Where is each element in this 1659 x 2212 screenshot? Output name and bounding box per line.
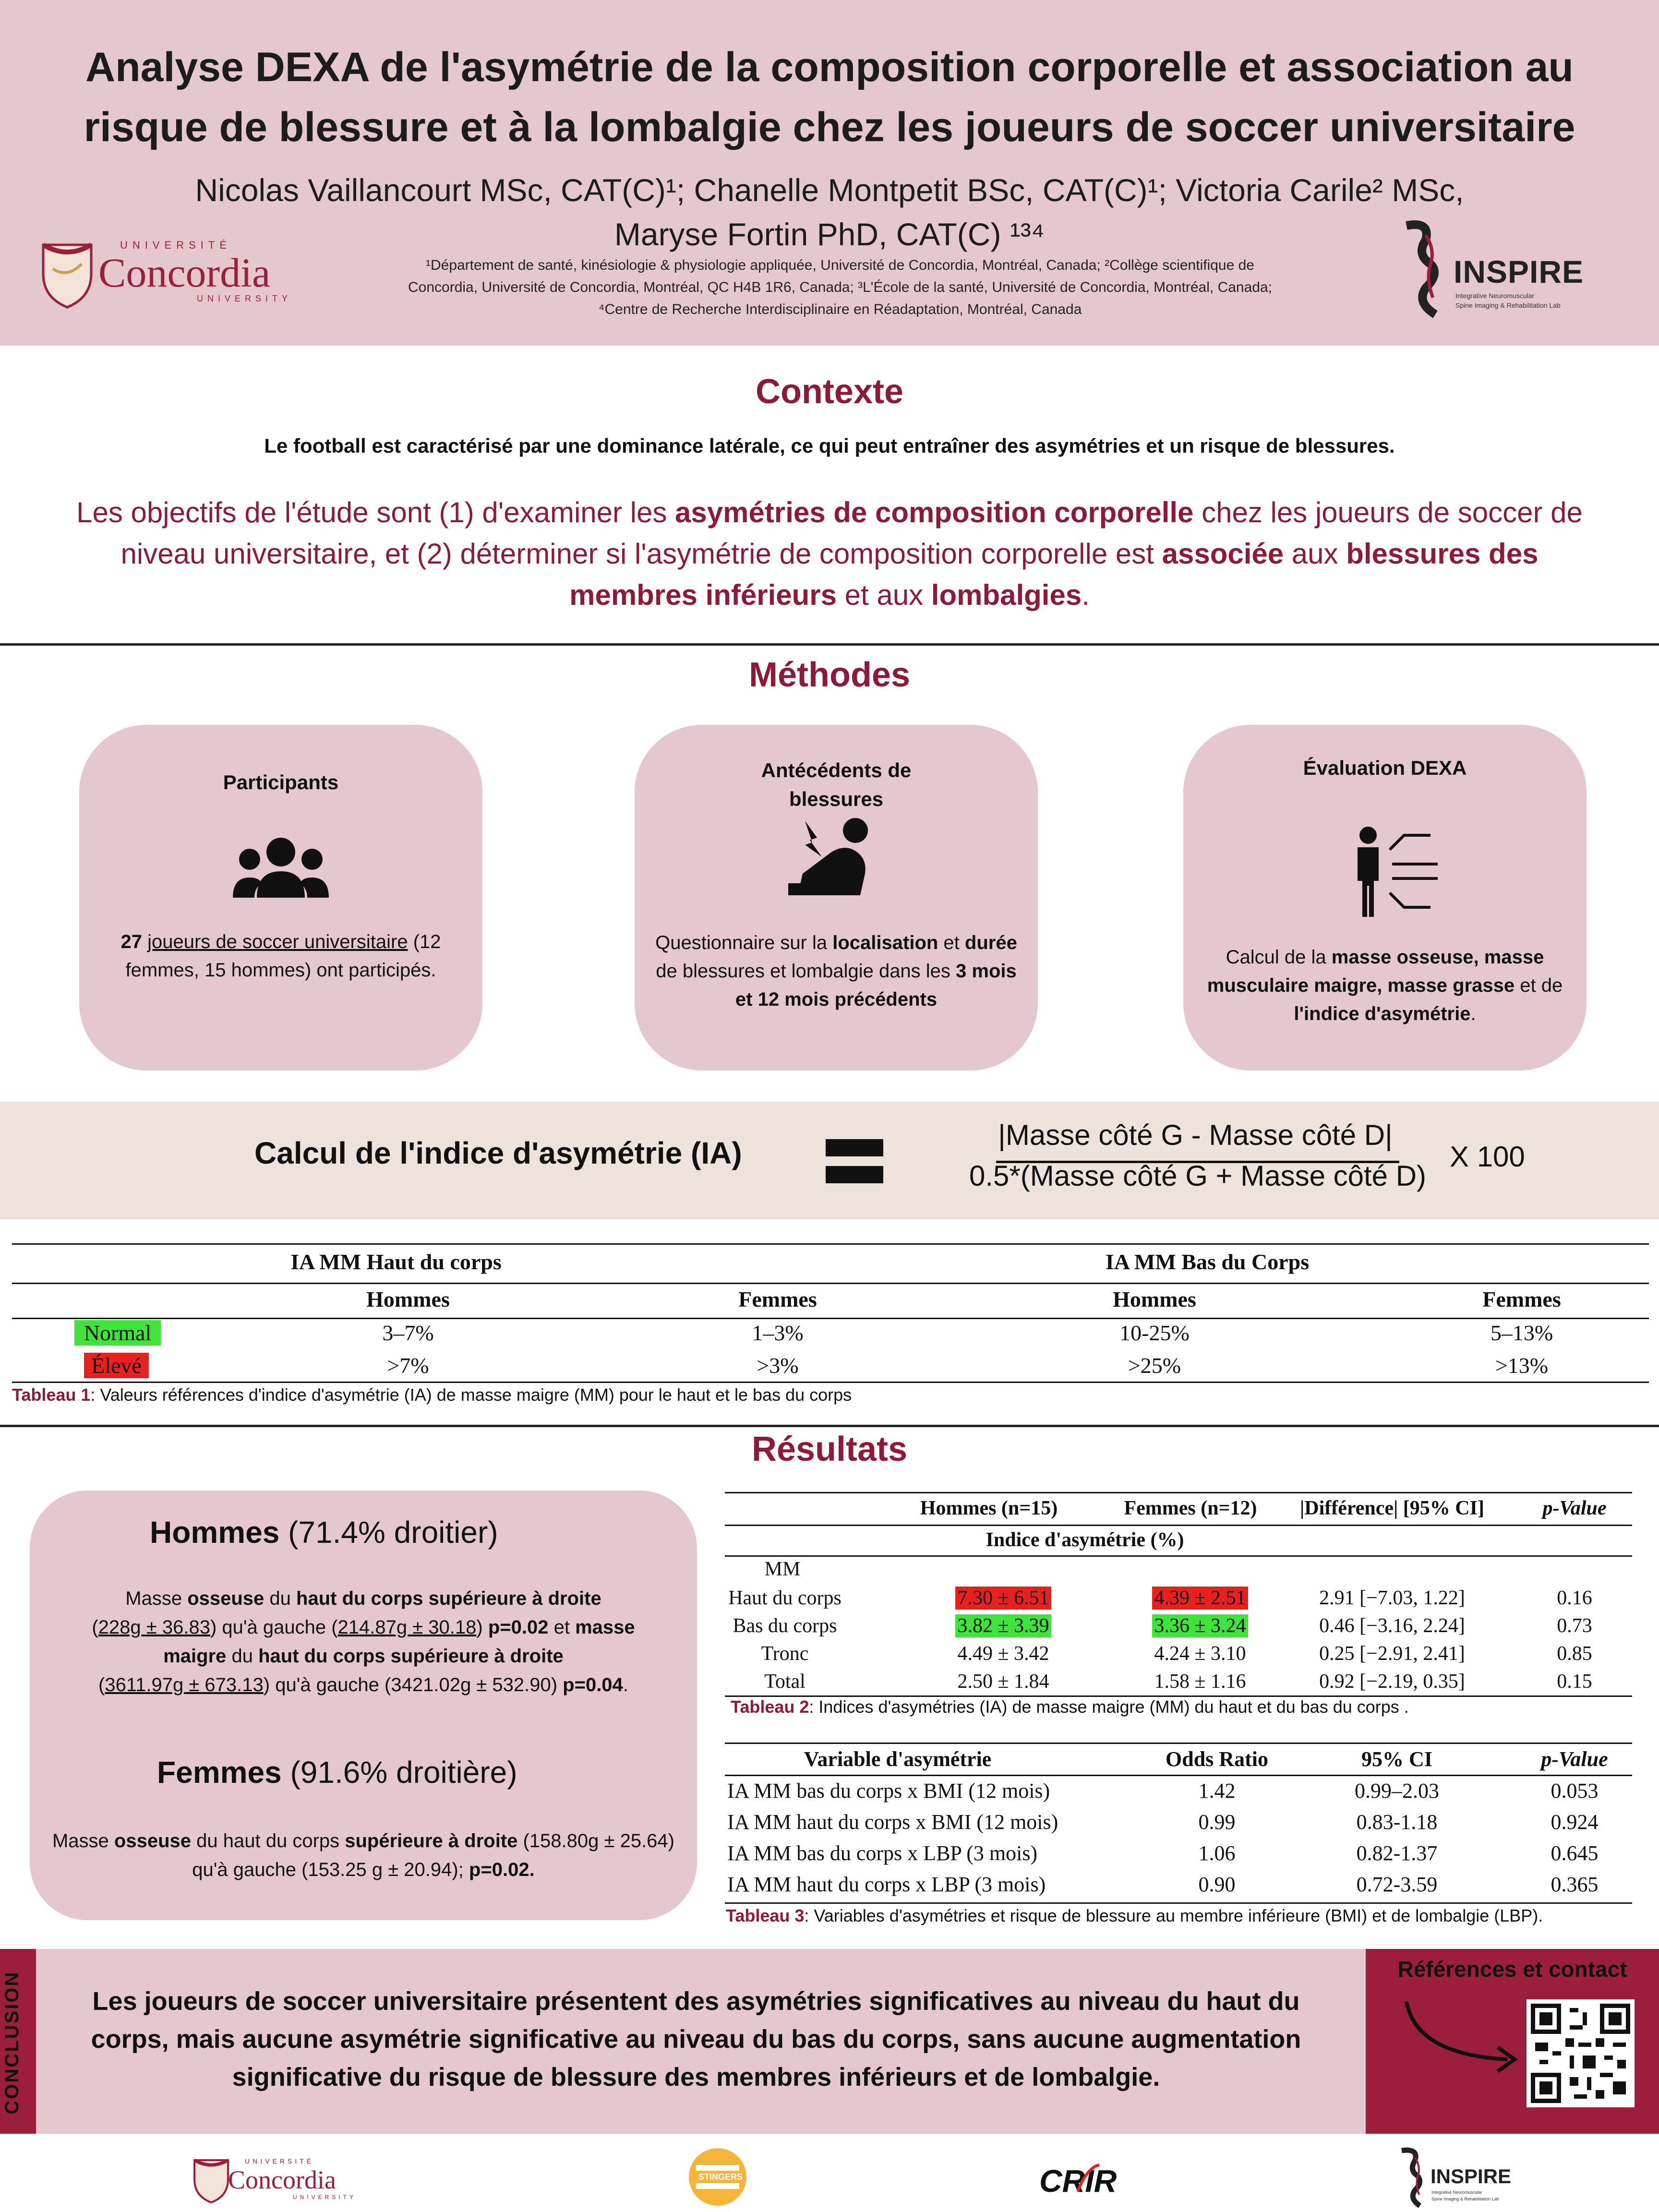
footer-stingers-logo <box>670 2146 766 2208</box>
table3-caption <box>726 1906 1543 1926</box>
res-bold: p=0.04 <box>563 1674 623 1695</box>
table-rule <box>12 1318 1649 1319</box>
caption-label: Tableau 1 <box>12 1385 91 1405</box>
femmes-label: Femmes <box>157 1755 282 1790</box>
table3-row-label: IA MM haut du corps x BMI (12 mois) <box>727 1810 1058 1834</box>
footer-concordia-text: Concordia <box>228 2165 336 2194</box>
card-antecedents-title <box>635 756 1038 814</box>
antecedents-bold: 3 mois et 12 mois précédents <box>735 961 1017 1010</box>
logo-concordia-text: Concordia <box>98 250 271 296</box>
table-cell: 0.645 <box>1551 1841 1599 1865</box>
table-cell: 3–7% <box>382 1321 434 1345</box>
res-text: ( <box>98 1674 105 1695</box>
res-text: ) <box>476 1617 488 1638</box>
obj-bold: associée <box>1162 538 1284 570</box>
table-cell: 2.91 [−7.03, 1.22] <box>1319 1587 1465 1609</box>
table-cell: 1.58 ± 1.16 <box>1154 1671 1246 1693</box>
table-cell: 3.82 ± 3.39 <box>955 1614 1051 1637</box>
footer-crir-text: CRIR <box>1039 2163 1117 2199</box>
caption-text: : Indices d'asymétries (IA) de masse maigre (MM) du haut et du bas du corps . <box>809 1697 1409 1717</box>
table-cell: >7% <box>387 1353 429 1378</box>
table-cell: 5–13% <box>1490 1321 1553 1345</box>
table-cell: 0.85 <box>1557 1643 1592 1665</box>
conclusion-line: significative du risque de blessure des membres inférieurs et de lombalgie. <box>232 2063 1160 2092</box>
table2-col-hommes: Hommes (n=15) <box>920 1497 1058 1519</box>
table3-col-odds: Odds Ratio <box>1166 1747 1268 1771</box>
card-dexa <box>1183 725 1587 1070</box>
footer-logo1-bottom: UNIVERSITY <box>293 2194 357 2200</box>
res-text: ) qu'à gauche (3421.02g ± 532.90) <box>263 1674 563 1695</box>
authors-line-1: Nicolas Vaillancourt MSc, CAT(C)¹; Chanelle Montpetit BSc, CAT(C)¹; Victoria Carile² MSc, <box>195 172 1464 208</box>
res-underline: 3611.97g ± 673.13 <box>105 1674 264 1695</box>
table2-group-mm: MM <box>764 1558 801 1580</box>
table2-row-label: Tronc <box>761 1643 809 1665</box>
obj-text: et aux <box>837 579 931 611</box>
card-participants-title: Participants <box>223 771 339 793</box>
affil-line-2: Concordia, Université de Concordia, Montréal, QC H4B 1R6, Canada; ³L'École de la santé, Université de Concordia, Montréal, Canada; <box>408 279 1272 295</box>
table2-row-label: Total <box>764 1671 805 1693</box>
femmes-pct: (91.6% droitière) <box>281 1755 517 1790</box>
inspire-logo <box>1397 216 1599 322</box>
card-participants-text <box>94 928 468 985</box>
table-cell: 1.06 <box>1198 1841 1236 1865</box>
caption-label: Tableau 3 <box>726 1906 805 1925</box>
footer-inspire-text: INSPIRE <box>1431 2165 1512 2188</box>
obj-bold: blessures des membres inférieurs <box>569 538 1539 611</box>
antecedents-text: de blessures et lombalgie dans les <box>656 961 956 982</box>
table3-col-variable: Variable d'asymétrie <box>804 1747 992 1771</box>
antecedents-bold: durée <box>964 932 1017 953</box>
table-cell: 0.053 <box>1551 1779 1599 1803</box>
table1-caption <box>12 1385 852 1405</box>
table-cell: 0.83-1.18 <box>1356 1810 1438 1834</box>
hommes-pct: (71.4% droitier) <box>279 1515 498 1550</box>
table-cell: 0.92 [−2.19, 0.35] <box>1319 1671 1465 1693</box>
inspire-logo-sub1: Integrative Neuromuscular <box>1455 292 1535 300</box>
obj-text: aux <box>1284 538 1346 570</box>
card-antecedents-title-2: blessures <box>789 788 884 810</box>
table-cell: >3% <box>757 1353 799 1378</box>
obj-bold: asymétries de composition corporelle <box>675 496 1194 529</box>
affil-line-1: ¹Département de santé, kinésiologie & physiologie appliquée, Université de Concordia, Montréal, Canada; ²Collège scientifique de <box>425 257 1254 273</box>
table-cell: 4.39 ± 2.51 <box>1152 1587 1248 1610</box>
logo-university-bottom: UNIVERSITY <box>197 294 292 303</box>
title-line-1: Analyse DEXA de l'asymétrie de la composition corporelle et association au <box>85 44 1574 90</box>
divider <box>0 643 1659 646</box>
authors-line-2: Maryse Fortin PhD, CAT(C) ¹³⁴ <box>614 216 1045 252</box>
context-lead: Le football est caractérisé par une dominance latérale, ce qui peut entraîner des asymétries et un risque de blessures. <box>264 434 1395 457</box>
table1-col-hommes-bas: Hommes <box>1113 1287 1196 1311</box>
table-rule <box>12 1243 1649 1245</box>
dexa-bold: masse osseuse, masse musculaire maigre, masse grasse <box>1207 947 1544 996</box>
participants-rest: (12 femmes, 15 hommes) ont participés. <box>125 931 441 981</box>
antecedents-text: Questionnaire sur la <box>655 932 833 953</box>
res-text: du haut du corps <box>191 1830 345 1851</box>
equals-icon <box>826 1139 883 1183</box>
table2-col-pvalue: p-Value <box>1542 1497 1607 1519</box>
table1-col-hommes-haut: Hommes <box>366 1287 450 1311</box>
obj-bold: lombalgies <box>931 579 1082 611</box>
table-rule <box>12 1283 1649 1284</box>
table2-caption <box>731 1697 1409 1717</box>
table-rule <box>725 1555 1632 1557</box>
table1-row-eleve-label: Élevé <box>84 1353 149 1378</box>
femmes-text <box>49 1827 678 1884</box>
table-cell: 0.15 <box>1557 1671 1592 1693</box>
table-cell: 0.99 <box>1198 1810 1236 1834</box>
group-icon <box>233 835 329 905</box>
dexa-text: . <box>1470 1003 1476 1024</box>
hommes-heading <box>150 1515 498 1550</box>
res-text: du <box>226 1646 259 1667</box>
section-title-methodes: Méthodes <box>748 656 911 694</box>
footer-inspire-sub1: Integrative Neuromuscular <box>1431 2190 1482 2195</box>
res-underline: 228g ± 36.83 <box>98 1617 210 1638</box>
table-cell: 0.46 [−3.16, 2.24] <box>1319 1615 1465 1637</box>
table-cell: 0.72-3.59 <box>1356 1873 1438 1896</box>
affil-line-3: ⁴Centre de Recherche Interdisciplinaire en Réadaptation, Montréal, Canada <box>598 301 1082 317</box>
footer-inspire-sub2: Spine Imaging & Rehabilitation Lab <box>1431 2197 1499 2201</box>
inspire-logo-sub2: Spine Imaging & Rehabilitation Lab <box>1455 301 1561 309</box>
section-title-contexte: Contexte <box>755 373 904 411</box>
table1-col-femmes-haut: Femmes <box>738 1287 817 1311</box>
caption-text: : Variables d'asymétries et risque de blessure au membre inférieure (BMI) et de lombalgie (LBP). <box>804 1906 1543 1925</box>
ia-formula-label: Calcul de l'indice d'asymétrie (IA) <box>254 1136 742 1170</box>
dexa-text: Calcul de la <box>1226 947 1332 968</box>
antecedents-bold: localisation <box>832 932 938 953</box>
table2-row-label: Haut du corps <box>728 1587 842 1609</box>
res-bold: haut du corps supérieure à droite <box>296 1588 601 1609</box>
inspire-logo-text: INSPIRE <box>1454 254 1584 289</box>
res-text: ( <box>92 1617 98 1638</box>
table-cell: 0.82-1.37 <box>1356 1841 1438 1865</box>
table-cell: 2.50 ± 1.84 <box>957 1671 1049 1693</box>
conclusion-text <box>58 1983 1334 2096</box>
table-cell: 10-25% <box>1119 1321 1190 1345</box>
res-text: et <box>548 1617 576 1638</box>
res-text: . <box>623 1674 628 1695</box>
table1-group-bas: IA MM Bas du Corps <box>1105 1250 1310 1274</box>
table-cell: 0.16 <box>1557 1587 1592 1609</box>
table1-col-femmes-bas: Femmes <box>1482 1287 1561 1311</box>
table-cell: 0.99–2.03 <box>1355 1779 1439 1803</box>
table-rule <box>12 1382 1649 1383</box>
table3-col-pvalue: p-Value <box>1541 1747 1608 1771</box>
table-cell: 0.365 <box>1551 1873 1599 1896</box>
res-text: du <box>264 1588 297 1609</box>
footer-inspire-logo <box>1397 2146 1531 2208</box>
logo-university-top: UNIVERSITÉ <box>120 239 232 251</box>
table2-col-diff: |Différence| [95% CI] <box>1300 1497 1484 1519</box>
table-cell: 0.25 [−2.91, 2.41] <box>1319 1643 1465 1665</box>
res-bold: masse maigre <box>163 1617 635 1667</box>
concordia-shield-icon <box>192 2155 230 2203</box>
card-dexa-text <box>1198 943 1572 1028</box>
curved-arrow-icon <box>1402 1997 1527 2076</box>
references-title: Références et contact <box>1397 1957 1627 1982</box>
table-cell: 3.36 ± 3.24 <box>1152 1614 1248 1637</box>
card-participants <box>79 725 482 1070</box>
table-cell: >13% <box>1495 1353 1549 1378</box>
footer-stingers-text: STINGERS <box>698 2172 743 2182</box>
ia-multiplier: X 100 <box>1450 1141 1525 1173</box>
table-cell: 0.90 <box>1198 1873 1236 1896</box>
conclusion-line: Les joueurs de soccer universitaire présentent des asymétries significatives au niveau du haut du <box>92 1987 1300 2016</box>
authors <box>120 168 1539 256</box>
ia-numerator: |Masse côté G - Masse côté D| <box>998 1119 1393 1151</box>
participants-count: 27 <box>120 931 142 952</box>
concordia-logo <box>38 235 326 312</box>
table3-row-label: IA MM haut du corps x LBP (3 mois) <box>727 1873 1046 1896</box>
obj-text: chez les joueurs de soccer de niveau universitaire, et (2) déterminer si l'asymétrie de composition corporelle est <box>120 496 1583 570</box>
res-bold: p=0.02. <box>469 1859 535 1880</box>
hommes-label: Hommes <box>150 1515 280 1550</box>
affiliations <box>336 254 1344 321</box>
dexa-bold: l'indice d'asymétrie <box>1294 1003 1471 1024</box>
card-antecedents-text <box>649 929 1023 1014</box>
footer-concordia-logo <box>192 2155 374 2203</box>
spine-icon <box>1397 2146 1435 2208</box>
res-text: Masse <box>125 1588 188 1609</box>
table-cell: 7.30 ± 6.51 <box>955 1587 1051 1610</box>
table2-col-femmes: Femmes (n=12) <box>1124 1497 1257 1519</box>
section-title-resultats: Résultats <box>751 1430 908 1468</box>
poster-title <box>48 37 1611 157</box>
context-objectives <box>62 492 1597 616</box>
card-dexa-title: Évaluation DEXA <box>1303 757 1467 779</box>
res-bold: osseuse <box>114 1830 192 1851</box>
table3-row-label: IA MM bas du corps x LBP (3 mois) <box>727 1841 1038 1865</box>
obj-text: . <box>1082 579 1090 611</box>
qr-code[interactable] <box>1527 1999 1635 2107</box>
ia-denominator: 0.5*(Masse côté G + Masse côté D) <box>969 1160 1427 1192</box>
table-rule <box>725 1775 1632 1776</box>
res-bold: osseuse <box>187 1588 264 1609</box>
caption-label: Tableau 2 <box>731 1697 809 1717</box>
conclusion-label: CONCLUSION <box>1 1971 23 2115</box>
antecedents-text: et <box>938 932 965 953</box>
caption-text: : Valeurs références d'indice d'asymétrie (IA) de masse maigre (MM) pour le haut et le bas du corps <box>90 1385 852 1405</box>
divider <box>0 1425 1659 1427</box>
table-2 <box>725 1488 1637 1699</box>
crir-swoosh-icon <box>1073 2163 1102 2196</box>
table2-subheader: Indice d'asymétrie (%) <box>986 1529 1184 1551</box>
injured-person-icon <box>788 811 879 902</box>
table1-group-haut: IA MM Haut du corps <box>290 1250 502 1274</box>
table-cell: 1–3% <box>752 1321 804 1345</box>
table3-col-ci: 95% CI <box>1361 1747 1432 1771</box>
res-bold: p=0.02 <box>488 1617 549 1638</box>
table-cell: 4.24 ± 3.10 <box>1154 1643 1246 1665</box>
results-summary-box <box>30 1491 697 1920</box>
table-3 <box>725 1740 1637 1908</box>
table-cell: 0.73 <box>1557 1615 1592 1637</box>
title-line-2: risque de blessure et à la lombalgie chez les joueurs de soccer universitaire <box>84 104 1575 150</box>
res-bold: haut du corps supérieure à droite <box>258 1646 564 1667</box>
hommes-text <box>59 1584 668 1699</box>
table2-row-label: Bas du corps <box>733 1615 837 1637</box>
conclusion-line: corps, mais aucune asymétrie significative au niveau du bas du corps, sans aucune augmentation <box>91 2025 1301 2054</box>
person-scan-icon <box>1354 823 1443 922</box>
table-cell: 1.42 <box>1198 1779 1236 1803</box>
dexa-text: et de <box>1515 975 1563 996</box>
table-rule <box>725 1743 1632 1744</box>
footer-crir-logo <box>1039 2163 1135 2201</box>
participants-desc: joueurs de soccer universitaire <box>147 931 408 952</box>
card-antecedents-title-1: Antécédents de <box>761 759 912 781</box>
obj-text: Les objectifs de l'étude sont (1) d'examiner les <box>76 496 675 529</box>
table-rule <box>725 1525 1632 1526</box>
table1-row-normal-label: Normal <box>74 1320 161 1346</box>
res-text: (158.80g ± 25.64) qu'à gauche (153.25 g ± 20.94); <box>192 1830 674 1880</box>
table3-row-label: IA MM bas du corps x BMI (12 mois) <box>727 1779 1050 1803</box>
table-rule <box>725 1492 1632 1493</box>
table-rule <box>725 1902 1632 1904</box>
res-text: Masse <box>52 1830 114 1851</box>
table-cell: >25% <box>1128 1353 1181 1378</box>
card-antecedents <box>635 725 1038 1070</box>
footer-logo1-top: UNIVERSITÉ <box>245 2157 314 2165</box>
table-cell: 0.924 <box>1551 1810 1599 1834</box>
res-underline: 214.87g ± 30.18 <box>337 1617 477 1638</box>
table-cell: 4.49 ± 3.42 <box>957 1643 1049 1665</box>
femmes-heading <box>157 1755 517 1790</box>
res-bold: supérieure à droite <box>345 1830 518 1851</box>
res-text: ) qu'à gauche ( <box>210 1617 338 1638</box>
